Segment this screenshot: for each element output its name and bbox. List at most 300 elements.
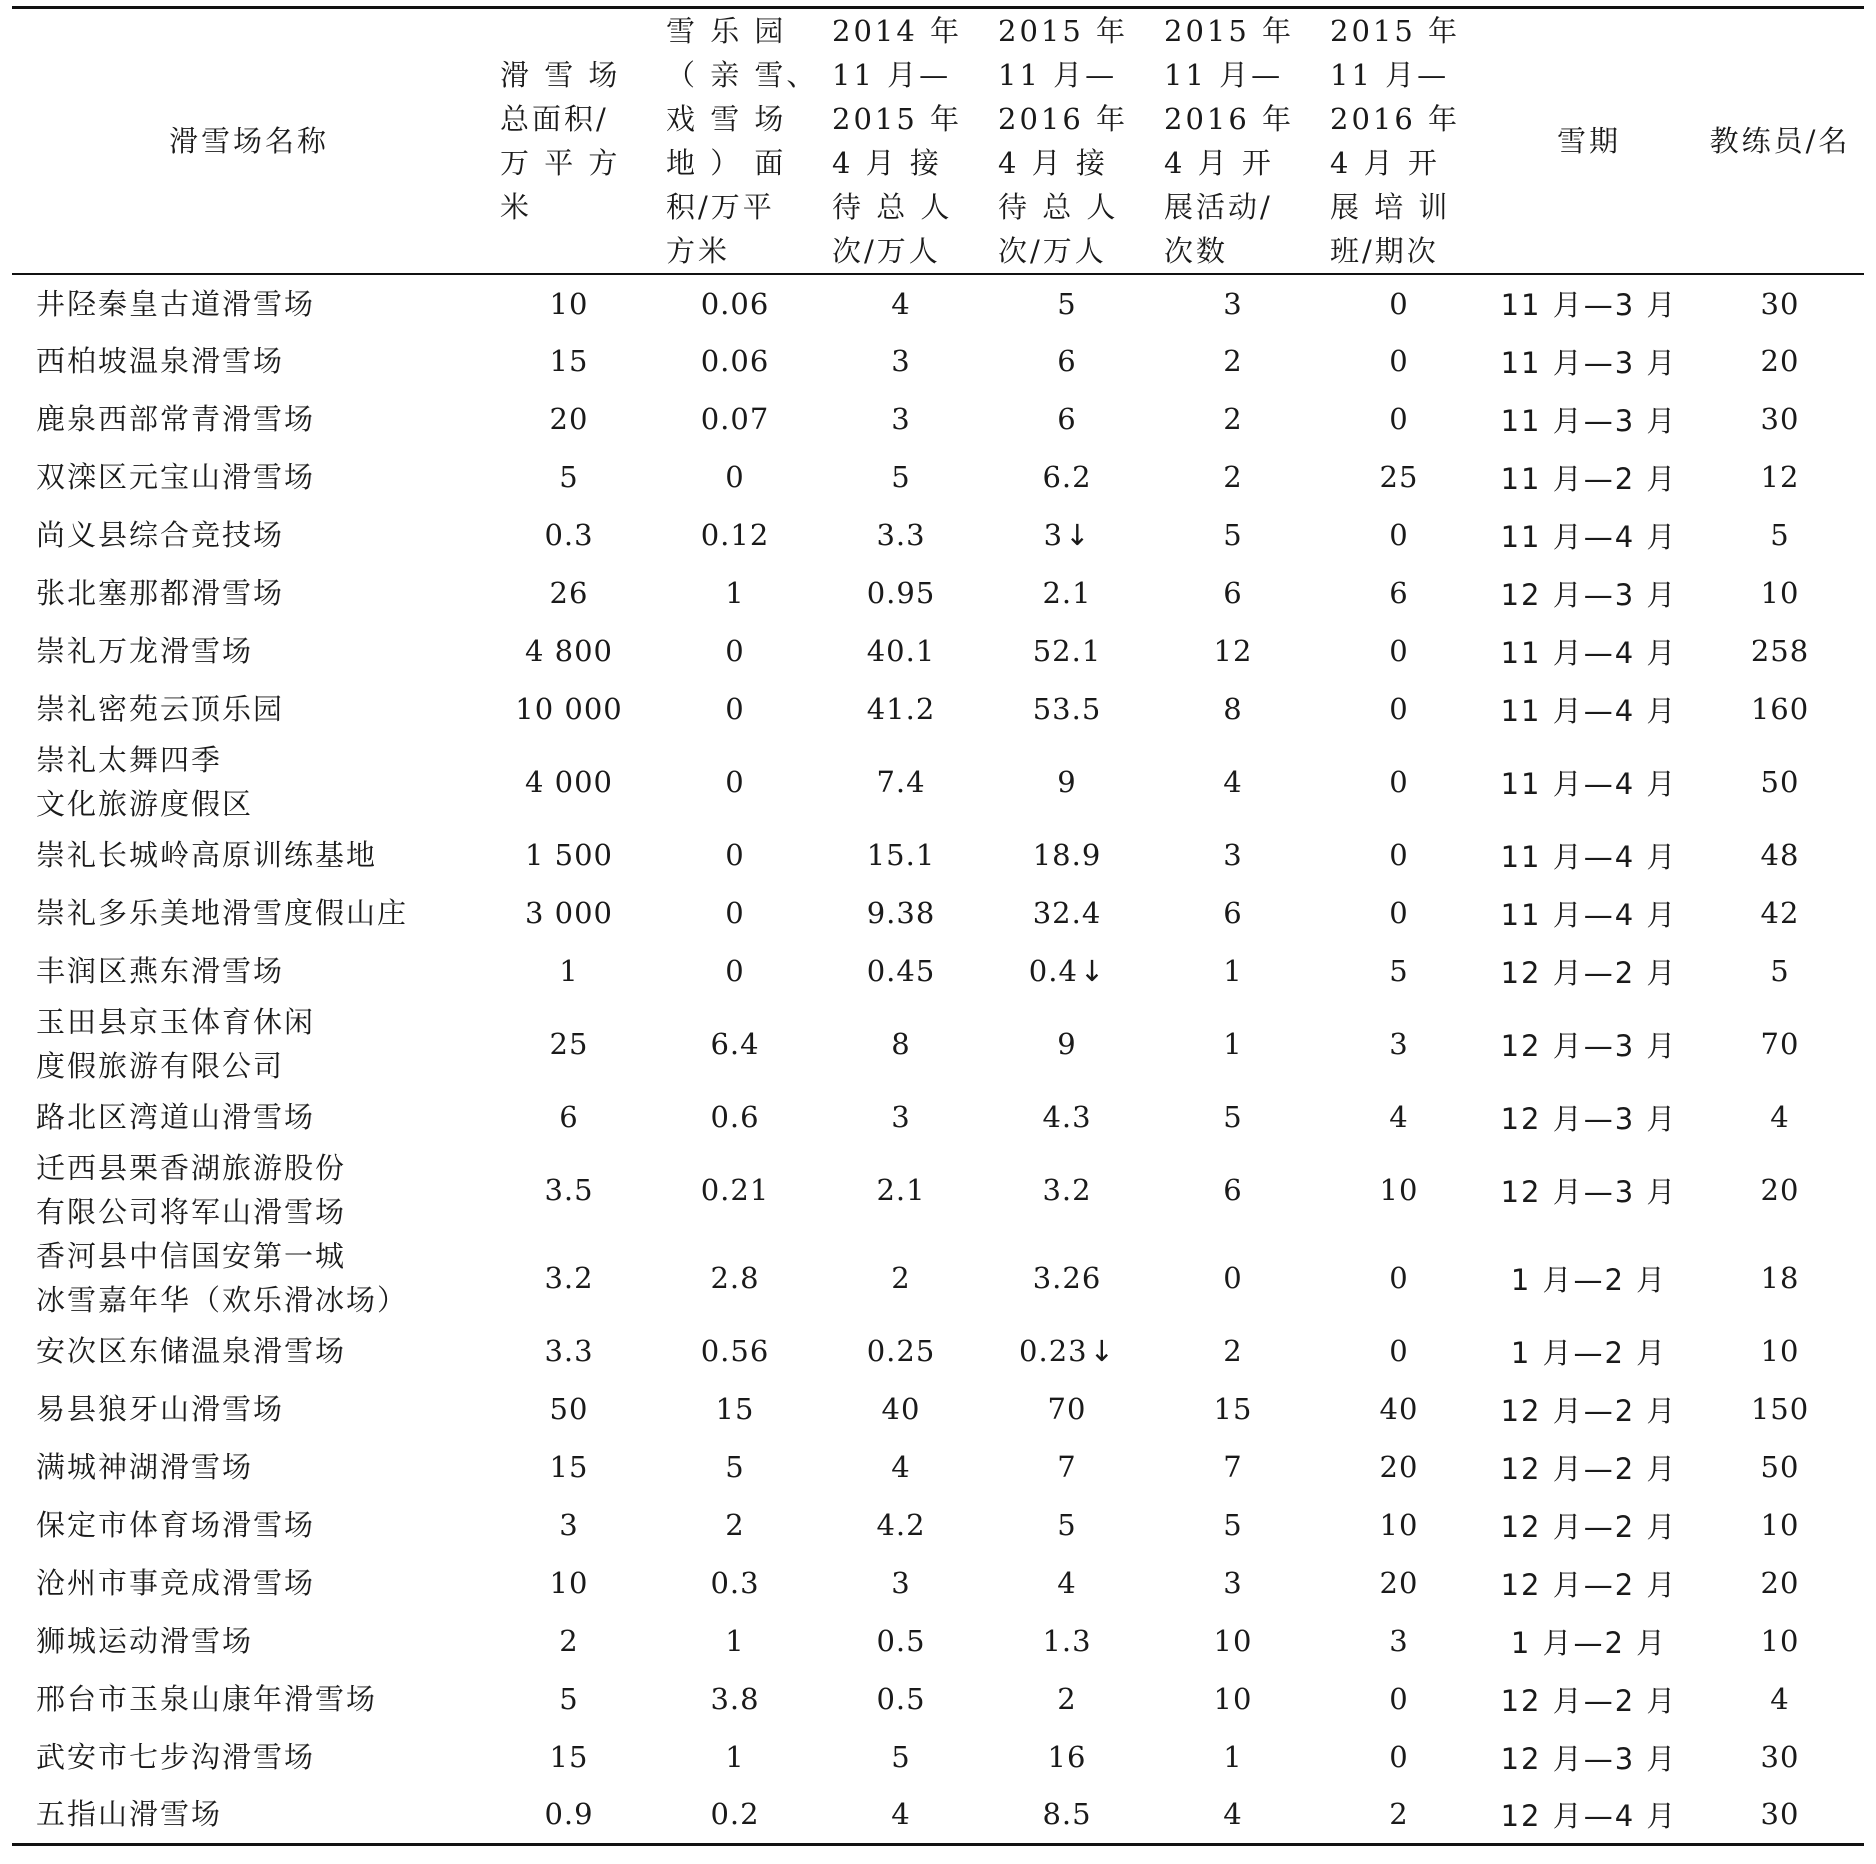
total-area-cell-value: 4 800 — [524, 634, 614, 668]
total-area-cell — [486, 1234, 652, 1322]
resort-name-cell — [12, 1554, 486, 1612]
snow-period-cell — [1482, 1496, 1696, 1554]
activities-count-cell — [1150, 390, 1316, 448]
snow-period-cell — [1482, 1322, 1696, 1380]
visits-2014-2015-cell-value: 2 — [891, 1261, 911, 1295]
snow-park-area-cell-value: 0.2 — [710, 1797, 760, 1832]
snow-period-cell — [1482, 448, 1696, 506]
coaches-cell-value: 10 — [1760, 1508, 1800, 1542]
activities-count-cell-value: 6 — [1223, 576, 1243, 610]
activities-count-cell — [1150, 1322, 1316, 1380]
visits-2014-2015-cell-value: 7.4 — [876, 765, 926, 799]
training-sessions-cell-value: 0 — [1389, 692, 1409, 726]
training-sessions-cell-value: 0 — [1389, 518, 1409, 552]
header-line: 地 ） 面 — [666, 146, 787, 180]
total-area-cell — [486, 1088, 652, 1146]
snow-park-area-cell-value: 1 — [725, 1624, 745, 1658]
snow-period-cell-value: 12 月—2 月 — [1500, 1683, 1678, 1718]
activities-count-cell-value: 2 — [1223, 460, 1243, 494]
visits-2015-2016-cell-value: 52.1 — [1032, 634, 1102, 668]
resort-name-cell — [12, 884, 486, 942]
resort-name-cell — [12, 390, 486, 448]
training-sessions-cell-value: 0 — [1389, 1261, 1409, 1295]
visits-2014-2015-cell — [818, 738, 984, 826]
activities-count-cell-value: 6 — [1223, 896, 1243, 930]
snow-park-area-cell — [652, 942, 818, 1000]
header-snow-period — [1482, 8, 1696, 275]
total-area-cell-value: 3 — [559, 1508, 579, 1542]
snow-period-cell — [1482, 1786, 1696, 1844]
activities-count-cell-value: 7 — [1223, 1450, 1243, 1484]
visits-2014-2015-cell — [818, 506, 984, 564]
resort-name-line: 有限公司将军山滑雪场 — [36, 1195, 347, 1229]
training-sessions-cell — [1316, 1088, 1482, 1146]
coaches-cell-value: 5 — [1770, 518, 1790, 552]
ski-resort-table — [12, 6, 1864, 1846]
activities-count-cell — [1150, 680, 1316, 738]
snow-period-cell — [1482, 1670, 1696, 1728]
resort-name-cell — [12, 1728, 486, 1786]
snow-park-area-cell-value: 0.6 — [710, 1100, 760, 1134]
snow-period-cell-value: 1 月—2 月 — [1510, 1625, 1668, 1660]
header-line: 次/万人 — [998, 234, 1107, 268]
coaches-cell — [1696, 332, 1864, 390]
coaches-cell — [1696, 1322, 1864, 1380]
snow-period-cell — [1482, 332, 1696, 390]
resort-name-cell — [12, 1000, 486, 1088]
coaches-cell-value: 30 — [1760, 286, 1800, 321]
total-area-cell — [486, 274, 652, 332]
header-line: 班/期次 — [1330, 234, 1439, 268]
header-line: 次/万人 — [832, 234, 941, 268]
activities-count-cell-value: 6 — [1223, 1173, 1243, 1207]
training-sessions-cell — [1316, 1554, 1482, 1612]
snow-period-cell-value: 12 月—4 月 — [1500, 1798, 1678, 1833]
visits-2015-2016-cell — [984, 1000, 1150, 1088]
visits-2015-2016-cell-value: 6 — [1057, 344, 1077, 378]
snow-period-cell-value: 12 月—3 月 — [1500, 577, 1678, 612]
training-sessions-cell — [1316, 448, 1482, 506]
coaches-cell-value: 10 — [1760, 576, 1800, 610]
snow-park-area-cell-value: 1 — [725, 576, 745, 610]
snow-period-cell — [1482, 274, 1696, 332]
header-line: 展 培 训 — [1330, 190, 1451, 224]
visits-2015-2016-cell-value: 3.2 — [1042, 1173, 1092, 1207]
snow-park-area-cell-value: 3.8 — [710, 1682, 760, 1716]
training-sessions-cell — [1316, 622, 1482, 680]
visits-2015-2016-cell-value: 3 — [1043, 518, 1064, 552]
activities-count-cell-value: 3 — [1223, 1566, 1243, 1600]
snow-park-area-cell-value: 0 — [725, 838, 745, 872]
snow-period-cell — [1482, 1612, 1696, 1670]
snow-park-area-cell-value: 1 — [725, 1740, 745, 1774]
table-row — [12, 274, 1864, 332]
resort-name-cell — [12, 1612, 486, 1670]
resort-name-cell — [12, 738, 486, 826]
table-row — [12, 1146, 1864, 1234]
visits-2015-2016-cell-value: 7 — [1057, 1450, 1077, 1484]
snow-period-cell-value: 11 月—2 月 — [1500, 461, 1678, 496]
training-sessions-cell — [1316, 1146, 1482, 1234]
coaches-cell — [1696, 942, 1864, 1000]
snow-park-area-cell — [652, 1146, 818, 1234]
resort-name-cell — [12, 274, 486, 332]
snow-park-area-cell-value: 2.8 — [710, 1261, 760, 1295]
visits-2015-2016-cell — [984, 1234, 1150, 1322]
visits-2014-2015-cell — [818, 826, 984, 884]
header-line: 总面积/ — [500, 102, 609, 136]
header-line: 2014 年 — [832, 14, 963, 48]
coaches-cell — [1696, 1728, 1864, 1786]
visits-2015-2016-cell — [984, 1728, 1150, 1786]
coaches-cell — [1696, 506, 1864, 564]
total-area-cell — [486, 448, 652, 506]
down-arrow-icon: ↓ — [1089, 1334, 1115, 1368]
training-sessions-cell-value: 0 — [1389, 1334, 1409, 1368]
visits-2015-2016-cell — [984, 1088, 1150, 1146]
total-area-cell-value: 15 — [549, 344, 589, 378]
header-coaches — [1696, 8, 1864, 275]
coaches-cell — [1696, 448, 1864, 506]
snow-period-cell-value: 12 月—2 月 — [1500, 1451, 1678, 1486]
snow-period-cell-value: 11 月—4 月 — [1500, 693, 1678, 728]
visits-2014-2015-cell — [818, 884, 984, 942]
training-sessions-cell — [1316, 738, 1482, 826]
table-row — [12, 680, 1864, 738]
visits-2014-2015-cell — [818, 1554, 984, 1612]
snow-period-cell-value: 11 月—4 月 — [1500, 766, 1678, 801]
visits-2014-2015-cell-value: 4 — [891, 286, 911, 321]
training-sessions-cell-value: 0 — [1389, 286, 1409, 321]
snow-park-area-cell-value: 0.3 — [710, 1566, 760, 1600]
activities-count-cell — [1150, 1728, 1316, 1786]
activities-count-cell — [1150, 826, 1316, 884]
total-area-cell-value: 3.5 — [544, 1173, 594, 1207]
resort-name-cell — [12, 1496, 486, 1554]
coaches-cell — [1696, 390, 1864, 448]
snow-period-cell-value: 11 月—4 月 — [1500, 519, 1678, 554]
resort-name-cell — [12, 506, 486, 564]
training-sessions-cell-value: 0 — [1389, 402, 1409, 436]
coaches-cell — [1696, 1554, 1864, 1612]
header-line: 待 总 人 — [832, 190, 953, 224]
activities-count-cell — [1150, 622, 1316, 680]
visits-2014-2015-cell — [818, 1728, 984, 1786]
header-line: 滑雪场名称 — [168, 124, 329, 158]
resort-name-line: 武安市七步沟滑雪场 — [36, 1740, 316, 1774]
table-row — [12, 1786, 1864, 1844]
snow-period-cell — [1482, 738, 1696, 826]
activities-count-cell-value: 5 — [1223, 1100, 1243, 1134]
header-line: 展活动/ — [1164, 190, 1273, 224]
snow-park-area-cell-value: 0 — [725, 692, 745, 726]
snow-park-area-cell — [652, 826, 818, 884]
training-sessions-cell-value: 3 — [1389, 1624, 1409, 1658]
coaches-cell — [1696, 738, 1864, 826]
total-area-cell — [486, 1612, 652, 1670]
visits-2015-2016-cell — [984, 1322, 1150, 1380]
training-sessions-cell — [1316, 564, 1482, 622]
visits-2014-2015-cell-value: 3 — [891, 1566, 911, 1600]
training-sessions-cell-value: 25 — [1379, 460, 1419, 494]
training-sessions-cell — [1316, 1322, 1482, 1380]
visits-2014-2015-cell — [818, 1670, 984, 1728]
activities-count-cell — [1150, 332, 1316, 390]
visits-2014-2015-cell — [818, 1146, 984, 1234]
training-sessions-cell — [1316, 390, 1482, 448]
table-row — [12, 1380, 1864, 1438]
resort-name-line: 路北区湾道山滑雪场 — [36, 1100, 316, 1134]
resort-name-line: 度假旅游有限公司 — [36, 1049, 285, 1083]
snow-park-area-cell — [652, 738, 818, 826]
total-area-cell-value: 25 — [549, 1027, 589, 1061]
coaches-cell — [1696, 1438, 1864, 1496]
training-sessions-cell-value: 6 — [1389, 576, 1409, 610]
visits-2014-2015-cell-value: 8 — [891, 1027, 911, 1061]
header-line: 2016 年 — [998, 102, 1129, 136]
snow-park-area-cell — [652, 448, 818, 506]
total-area-cell-value: 15 — [549, 1740, 589, 1774]
total-area-cell — [486, 1000, 652, 1088]
snow-park-area-cell-value: 0.56 — [700, 1334, 770, 1368]
visits-2014-2015-cell-value: 2.1 — [876, 1173, 926, 1207]
resort-name-line: 井陉秦皇古道滑雪场 — [36, 286, 316, 321]
resort-name-cell — [12, 1146, 486, 1234]
visits-2014-2015-cell — [818, 332, 984, 390]
activities-count-cell-value: 10 — [1213, 1682, 1253, 1716]
activities-count-cell-value: 3 — [1223, 286, 1243, 321]
resort-name-line: 鹿泉西部常青滑雪场 — [36, 402, 316, 436]
down-arrow-icon: ↓ — [1079, 954, 1106, 988]
activities-count-cell-value: 15 — [1213, 1392, 1253, 1426]
total-area-cell — [486, 1380, 652, 1438]
visits-2015-2016-cell — [984, 274, 1150, 332]
total-area-cell-value: 10 — [549, 1566, 589, 1600]
training-sessions-cell — [1316, 1234, 1482, 1322]
snow-period-cell — [1482, 680, 1696, 738]
activities-count-cell — [1150, 884, 1316, 942]
header-line: 2016 年 — [1164, 102, 1295, 136]
snow-park-area-cell — [652, 1088, 818, 1146]
activities-count-cell-value: 1 — [1223, 1027, 1243, 1061]
training-sessions-cell-value: 20 — [1379, 1566, 1419, 1600]
table-row — [12, 1438, 1864, 1496]
activities-count-cell-value: 2 — [1223, 402, 1243, 436]
snow-period-cell — [1482, 1000, 1696, 1088]
coaches-cell-value: 160 — [1750, 692, 1810, 726]
snow-period-cell — [1482, 564, 1696, 622]
coaches-cell-value: 70 — [1760, 1027, 1800, 1061]
training-sessions-cell — [1316, 274, 1482, 332]
header-line: 11 月— — [1330, 58, 1450, 92]
header-resort-name — [12, 8, 486, 275]
visits-2015-2016-cell-value: 4 — [1057, 1566, 1077, 1600]
visits-2014-2015-cell-value: 3 — [891, 402, 911, 436]
snow-park-area-cell-value: 15 — [715, 1392, 755, 1426]
header-line: 待 总 人 — [998, 190, 1119, 224]
total-area-cell-value: 5 — [559, 1682, 579, 1716]
resort-name-cell — [12, 448, 486, 506]
total-area-cell — [486, 1146, 652, 1234]
resort-name-cell — [12, 1786, 486, 1844]
visits-2014-2015-cell — [818, 680, 984, 738]
visits-2015-2016-cell — [984, 1146, 1150, 1234]
header-line: 雪 乐 园 — [666, 14, 787, 48]
training-sessions-cell — [1316, 1670, 1482, 1728]
resort-name-line: 崇礼太舞四季 — [36, 743, 223, 777]
table-body — [12, 274, 1864, 1844]
total-area-cell-value: 10 — [549, 286, 589, 321]
snow-park-area-cell-value: 0.06 — [700, 286, 770, 321]
table-row — [12, 564, 1864, 622]
snow-period-cell — [1482, 1438, 1696, 1496]
snow-park-area-cell-value: 0.06 — [700, 344, 770, 378]
header-line: 戏 雪 场 — [666, 102, 787, 136]
table-row — [12, 1554, 1864, 1612]
visits-2014-2015-cell-value: 0.45 — [866, 954, 936, 988]
visits-2015-2016-cell — [984, 1438, 1150, 1496]
snow-park-area-cell — [652, 622, 818, 680]
snow-park-area-cell-value: 0 — [725, 896, 745, 930]
resort-name-cell — [12, 1670, 486, 1728]
resort-name-line: 沧州市事竞成滑雪场 — [36, 1566, 316, 1600]
table-row — [12, 1612, 1864, 1670]
coaches-cell — [1696, 1380, 1864, 1438]
total-area-cell-value: 10 000 — [515, 692, 623, 726]
activities-count-cell — [1150, 1554, 1316, 1612]
activities-count-cell-value: 4 — [1223, 765, 1243, 799]
resort-name-cell — [12, 564, 486, 622]
visits-2015-2016-cell — [984, 1554, 1150, 1612]
coaches-cell-value: 48 — [1760, 838, 1800, 872]
header-line: 2015 年 — [832, 102, 963, 136]
resort-name-cell — [12, 1234, 486, 1322]
visits-2014-2015-cell — [818, 1380, 984, 1438]
visits-2015-2016-cell — [984, 1786, 1150, 1844]
coaches-cell-value: 42 — [1760, 896, 1800, 930]
snow-park-area-cell — [652, 1612, 818, 1670]
resort-name-cell — [12, 826, 486, 884]
header-line: 雪期 — [1556, 124, 1621, 158]
total-area-cell-value: 20 — [549, 402, 589, 436]
visits-2014-2015-cell — [818, 1088, 984, 1146]
visits-2015-2016-cell-value: 8.5 — [1042, 1797, 1092, 1832]
visits-2015-2016-cell — [984, 884, 1150, 942]
snow-park-area-cell-value: 0.07 — [700, 402, 770, 436]
snow-period-cell-value: 12 月—3 月 — [1500, 1028, 1678, 1063]
header-line: （ 亲 雪、 — [666, 58, 819, 92]
activities-count-cell — [1150, 1496, 1316, 1554]
total-area-cell — [486, 826, 652, 884]
total-area-cell-value: 26 — [549, 576, 589, 610]
visits-2015-2016-cell-value: 16 — [1047, 1740, 1087, 1774]
activities-count-cell — [1150, 1786, 1316, 1844]
training-sessions-cell-value: 0 — [1389, 765, 1409, 799]
total-area-cell — [486, 332, 652, 390]
snow-park-area-cell-value: 5 — [725, 1450, 745, 1484]
visits-2014-2015-cell-value: 4 — [891, 1450, 911, 1484]
header-line: 4 月 开 — [1164, 146, 1274, 180]
training-sessions-cell-value: 5 — [1389, 954, 1409, 988]
snow-period-cell — [1482, 622, 1696, 680]
activities-count-cell — [1150, 506, 1316, 564]
header-line: 4 月 接 — [998, 146, 1108, 180]
snow-period-cell-value: 12 月—2 月 — [1500, 1393, 1678, 1428]
snow-park-area-cell-value: 0 — [725, 765, 745, 799]
activities-count-cell — [1150, 1380, 1316, 1438]
training-sessions-cell-value: 10 — [1379, 1508, 1419, 1542]
visits-2014-2015-cell — [818, 942, 984, 1000]
visits-2015-2016-cell-value: 6.2 — [1042, 460, 1092, 494]
coaches-cell — [1696, 1786, 1864, 1844]
visits-2015-2016-cell-value: 1.3 — [1042, 1624, 1092, 1658]
training-sessions-cell-value: 0 — [1389, 634, 1409, 668]
header-row — [12, 8, 1864, 275]
snow-park-area-cell — [652, 1234, 818, 1322]
visits-2014-2015-cell — [818, 1612, 984, 1670]
coaches-cell-value: 150 — [1750, 1392, 1810, 1426]
visits-2015-2016-cell — [984, 390, 1150, 448]
snow-park-area-cell — [652, 680, 818, 738]
visits-2015-2016-cell-value: 9 — [1057, 765, 1077, 799]
snow-period-cell-value: 12 月—3 月 — [1500, 1741, 1678, 1776]
activities-count-cell — [1150, 1612, 1316, 1670]
visits-2015-2016-cell — [984, 506, 1150, 564]
snow-period-cell — [1482, 506, 1696, 564]
activities-count-cell-value: 1 — [1223, 1740, 1243, 1774]
coaches-cell — [1696, 564, 1864, 622]
visits-2015-2016-cell-value: 2.1 — [1042, 576, 1092, 610]
snow-park-area-cell — [652, 1380, 818, 1438]
visits-2015-2016-cell — [984, 738, 1150, 826]
visits-2014-2015-cell-value: 41.2 — [866, 692, 936, 726]
snow-period-cell-value: 11 月—4 月 — [1500, 635, 1678, 670]
total-area-cell-value: 3.2 — [544, 1261, 594, 1295]
table-row — [12, 1000, 1864, 1088]
visits-2015-2016-cell-value: 5 — [1057, 286, 1077, 321]
visits-2015-2016-cell — [984, 942, 1150, 1000]
snow-period-cell-value: 12 月—2 月 — [1500, 955, 1678, 990]
activities-count-cell-value: 2 — [1223, 344, 1243, 378]
coaches-cell — [1696, 1000, 1864, 1088]
snow-period-cell-value: 11 月—3 月 — [1500, 288, 1678, 322]
snow-period-cell — [1482, 1088, 1696, 1146]
resort-name-cell — [12, 942, 486, 1000]
coaches-cell-value: 10 — [1760, 1334, 1800, 1368]
header-line: 米 — [500, 190, 533, 224]
resort-name-cell — [12, 1088, 486, 1146]
total-area-cell — [486, 564, 652, 622]
table-row — [12, 1728, 1864, 1786]
resort-name-line: 张北塞那都滑雪场 — [36, 576, 285, 610]
visits-2014-2015-cell-value: 5 — [891, 460, 911, 494]
header-line: 4 月 接 — [832, 146, 942, 180]
resort-name-line: 尚义县综合竞技场 — [36, 518, 285, 552]
snow-park-area-cell — [652, 564, 818, 622]
table-row — [12, 1088, 1864, 1146]
visits-2015-2016-cell — [984, 1380, 1150, 1438]
visits-2014-2015-cell-value: 3 — [891, 344, 911, 378]
snow-park-area-cell — [652, 1438, 818, 1496]
visits-2015-2016-cell-value: 0.4 — [1028, 954, 1078, 988]
visits-2014-2015-cell — [818, 1000, 984, 1088]
snow-period-cell — [1482, 1380, 1696, 1438]
snow-park-area-cell-value: 0.21 — [700, 1173, 770, 1207]
total-area-cell-value: 3 000 — [524, 896, 614, 930]
coaches-cell-value: 4 — [1770, 1100, 1790, 1134]
visits-2015-2016-cell-value: 9 — [1057, 1027, 1077, 1061]
header-line: 11 月— — [998, 58, 1118, 92]
